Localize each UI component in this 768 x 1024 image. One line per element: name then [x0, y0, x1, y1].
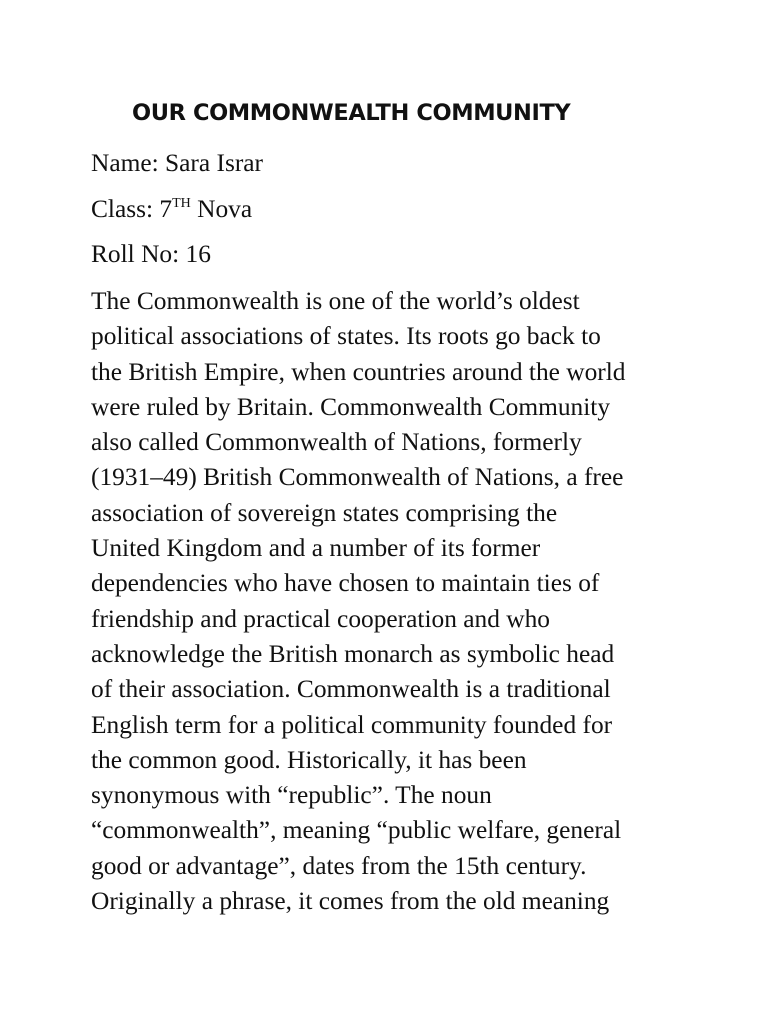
- document-title: OUR COMMONWEALTH COMMUNITY: [132, 100, 571, 126]
- body-line: good or advantage”, dates from the 15th century.: [91, 851, 587, 880]
- body-line: (1931–49) British Commonwealth of Nations, a free: [91, 463, 624, 492]
- body-line: were ruled by Britain. Commonwealth Community: [91, 392, 611, 421]
- body-paragraph: [91, 284, 691, 919]
- student-class: [91, 193, 252, 230]
- roll-number: Roll No: 16: [91, 240, 211, 268]
- body-line: association of sovereign states comprising the: [91, 498, 558, 527]
- body-line: political associations of states. Its roots go back to: [91, 322, 601, 351]
- class-prefix: Class: 7: [91, 195, 173, 223]
- body-line: also called Commonwealth of Nations, formerly: [91, 428, 582, 457]
- body-line: the British Empire, when countries around the world: [91, 357, 626, 386]
- body-line: Originally a phrase, it comes from the old meaning: [91, 887, 610, 916]
- class-suffix: Nova: [190, 195, 253, 223]
- body-line: friendship and practical cooperation and who: [91, 604, 550, 633]
- student-name: Name: Sara Israr: [91, 149, 264, 177]
- class-superscript: TH: [172, 196, 191, 211]
- body-line: synonymous with “republic”. The noun: [91, 781, 492, 810]
- body-line: United Kingdom and a number of its former: [91, 534, 541, 563]
- body-line: English term for a political community founded for: [91, 710, 613, 739]
- body-line: “commonwealth”, meaning “public welfare, general: [91, 816, 622, 845]
- body-line: The Commonwealth is one of the world’s oldest: [91, 287, 580, 315]
- body-line: acknowledge the British monarch as symbolic head: [91, 639, 615, 668]
- body-line: dependencies who have chosen to maintain ties of: [91, 569, 600, 598]
- body-line: the common good. Historically, it has been: [91, 745, 527, 774]
- body-line: of their association. Commonwealth is a traditional: [91, 675, 611, 704]
